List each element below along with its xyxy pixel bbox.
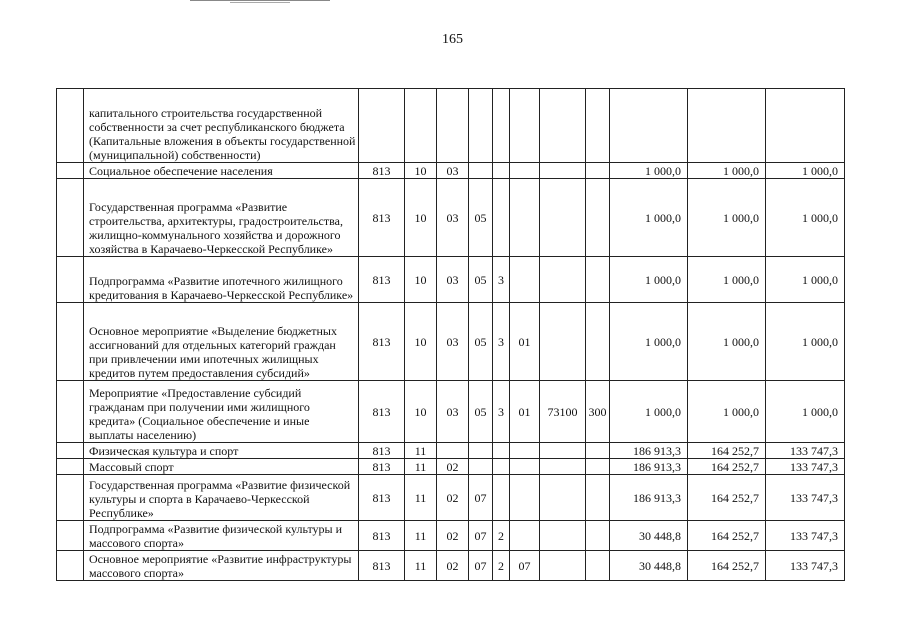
number-cell bbox=[57, 257, 84, 303]
row-name: Подпрограмма «Развитие физической культуры и массового спорта» bbox=[84, 521, 359, 551]
number-cell bbox=[57, 89, 84, 163]
section-code: 10 bbox=[405, 303, 437, 381]
row-name: Государственная программа «Развитие строительства, архитектуры, градостроительства, жилищно-коммунального хозяйства и дорожного хозяйства в Карачаево-Черкесской Республике» bbox=[84, 179, 359, 257]
program-code bbox=[469, 443, 493, 459]
direction-code bbox=[540, 89, 586, 163]
expense-type-code bbox=[586, 257, 610, 303]
direction-code bbox=[540, 551, 586, 581]
page-number: 165 bbox=[442, 32, 463, 47]
number-cell bbox=[57, 521, 84, 551]
table-row bbox=[57, 257, 845, 303]
amount-year-3: 133 747,3 bbox=[766, 443, 845, 459]
budget-table bbox=[56, 88, 845, 581]
event-code bbox=[510, 163, 540, 179]
event-code: 01 bbox=[510, 303, 540, 381]
amount-year-1: 1 000,0 bbox=[610, 257, 688, 303]
subsection-code: 03 bbox=[437, 257, 469, 303]
amount-year-1 bbox=[610, 89, 688, 163]
table-row bbox=[57, 163, 845, 179]
amount-year-3 bbox=[766, 89, 845, 163]
number-cell bbox=[57, 381, 84, 443]
subsection-code: 03 bbox=[437, 381, 469, 443]
amount-year-3: 133 747,3 bbox=[766, 459, 845, 475]
amount-year-3: 1 000,0 bbox=[766, 179, 845, 257]
section-code: 10 bbox=[405, 257, 437, 303]
table-row bbox=[57, 381, 845, 443]
program-code: 05 bbox=[469, 257, 493, 303]
program-code bbox=[469, 89, 493, 163]
direction-code bbox=[540, 163, 586, 179]
direction-code bbox=[540, 179, 586, 257]
section-code: 11 bbox=[405, 443, 437, 459]
amount-year-1: 1 000,0 bbox=[610, 303, 688, 381]
expense-type-code bbox=[586, 475, 610, 521]
ved-code: 813 bbox=[359, 163, 405, 179]
program-code: 07 bbox=[469, 551, 493, 581]
subprogram-code: 2 bbox=[493, 521, 510, 551]
amount-year-1: 186 913,3 bbox=[610, 443, 688, 459]
amount-year-2: 1 000,0 bbox=[688, 381, 766, 443]
amount-year-2 bbox=[688, 89, 766, 163]
amount-year-1: 186 913,3 bbox=[610, 459, 688, 475]
subprogram-code: 3 bbox=[493, 303, 510, 381]
subsection-code: 02 bbox=[437, 459, 469, 475]
subsection-code: 03 bbox=[437, 163, 469, 179]
subprogram-code: 3 bbox=[493, 381, 510, 443]
amount-year-2: 1 000,0 bbox=[688, 257, 766, 303]
ved-code bbox=[359, 89, 405, 163]
direction-code bbox=[540, 521, 586, 551]
amount-year-2: 1 000,0 bbox=[688, 163, 766, 179]
subsection-code: 03 bbox=[437, 179, 469, 257]
row-name: Подпрограмма «Развитие ипотечного жилищного кредитования в Карачаево-Черкесской Республике» bbox=[84, 257, 359, 303]
amount-year-1: 1 000,0 bbox=[610, 179, 688, 257]
table-row bbox=[57, 459, 845, 475]
amount-year-2: 164 252,7 bbox=[688, 475, 766, 521]
subsection-code: 02 bbox=[437, 521, 469, 551]
section-code: 10 bbox=[405, 381, 437, 443]
table-row bbox=[57, 551, 845, 581]
row-name: Основное мероприятие «Выделение бюджетных ассигнований для отдельных категорий граждан при привлечении ими ипотечных жилищных кредитов путем предоставления субсидий» bbox=[84, 303, 359, 381]
program-code bbox=[469, 163, 493, 179]
amount-year-1: 186 913,3 bbox=[610, 475, 688, 521]
program-code: 05 bbox=[469, 381, 493, 443]
amount-year-2: 164 252,7 bbox=[688, 521, 766, 551]
table-row bbox=[57, 303, 845, 381]
section-code: 11 bbox=[405, 521, 437, 551]
event-code bbox=[510, 459, 540, 475]
amount-year-2: 1 000,0 bbox=[688, 303, 766, 381]
section-code: 10 bbox=[405, 163, 437, 179]
expense-type-code bbox=[586, 163, 610, 179]
subprogram-code bbox=[493, 163, 510, 179]
amount-year-2: 164 252,7 bbox=[688, 551, 766, 581]
amount-year-3: 133 747,3 bbox=[766, 521, 845, 551]
ved-code: 813 bbox=[359, 443, 405, 459]
amount-year-1: 30 448,8 bbox=[610, 551, 688, 581]
subsection-code: 03 bbox=[437, 303, 469, 381]
ved-code: 813 bbox=[359, 381, 405, 443]
row-name: капитального строительства государственной собственности за счет республиканского бюджета (Капитальные вложения в объекты государственной (муниципальной) собственности) bbox=[84, 89, 359, 163]
amount-year-1: 1 000,0 bbox=[610, 381, 688, 443]
amount-year-3: 133 747,3 bbox=[766, 551, 845, 581]
amount-year-1: 30 448,8 bbox=[610, 521, 688, 551]
direction-code bbox=[540, 459, 586, 475]
number-cell bbox=[57, 179, 84, 257]
number-cell bbox=[57, 475, 84, 521]
table-body bbox=[57, 89, 845, 581]
expense-type-code bbox=[586, 551, 610, 581]
row-name: Основное мероприятие «Развитие инфраструктуры массового спорта» bbox=[84, 551, 359, 581]
direction-code bbox=[540, 257, 586, 303]
subsection-code: 02 bbox=[437, 475, 469, 521]
number-cell bbox=[57, 303, 84, 381]
subsection-code bbox=[437, 89, 469, 163]
event-code bbox=[510, 521, 540, 551]
expense-type-code: 300 bbox=[586, 381, 610, 443]
table-row bbox=[57, 443, 845, 459]
ved-code: 813 bbox=[359, 475, 405, 521]
event-code bbox=[510, 475, 540, 521]
ved-code: 813 bbox=[359, 551, 405, 581]
subprogram-code: 3 bbox=[493, 257, 510, 303]
expense-type-code bbox=[586, 179, 610, 257]
amount-year-3: 1 000,0 bbox=[766, 381, 845, 443]
row-name: Государственная программа «Развитие физической культуры и спорта в Карачаево-Черкесской Республике» bbox=[84, 475, 359, 521]
table-row bbox=[57, 521, 845, 551]
row-name: Мероприятие «Предоставление субсидий гражданам при получении ими жилищного кредита» (Социальное обеспечение и иные выплаты населению) bbox=[84, 381, 359, 443]
expense-type-code bbox=[586, 459, 610, 475]
table-row bbox=[57, 89, 845, 163]
amount-year-2: 164 252,7 bbox=[688, 443, 766, 459]
program-code: 05 bbox=[469, 303, 493, 381]
subprogram-code bbox=[493, 443, 510, 459]
event-code bbox=[510, 443, 540, 459]
ved-code: 813 bbox=[359, 257, 405, 303]
direction-code bbox=[540, 443, 586, 459]
event-code: 07 bbox=[510, 551, 540, 581]
expense-type-code bbox=[586, 521, 610, 551]
direction-code bbox=[540, 475, 586, 521]
section-code: 10 bbox=[405, 179, 437, 257]
scan-edge-mark bbox=[230, 2, 290, 3]
expense-type-code bbox=[586, 443, 610, 459]
subprogram-code: 2 bbox=[493, 551, 510, 581]
ved-code: 813 bbox=[359, 303, 405, 381]
section-code: 11 bbox=[405, 459, 437, 475]
number-cell bbox=[57, 459, 84, 475]
subprogram-code bbox=[493, 459, 510, 475]
amount-year-3: 133 747,3 bbox=[766, 475, 845, 521]
amount-year-1: 1 000,0 bbox=[610, 163, 688, 179]
event-code bbox=[510, 179, 540, 257]
ved-code: 813 bbox=[359, 521, 405, 551]
amount-year-2: 164 252,7 bbox=[688, 459, 766, 475]
section-code: 11 bbox=[405, 475, 437, 521]
amount-year-2: 1 000,0 bbox=[688, 179, 766, 257]
row-name: Физическая культура и спорт bbox=[84, 443, 359, 459]
subsection-code bbox=[437, 443, 469, 459]
ved-code: 813 bbox=[359, 459, 405, 475]
event-code bbox=[510, 89, 540, 163]
number-cell bbox=[57, 551, 84, 581]
expense-type-code bbox=[586, 89, 610, 163]
section-code bbox=[405, 89, 437, 163]
direction-code: 73100 bbox=[540, 381, 586, 443]
row-name: Массовый спорт bbox=[84, 459, 359, 475]
amount-year-3: 1 000,0 bbox=[766, 303, 845, 381]
subsection-code: 02 bbox=[437, 551, 469, 581]
program-code: 05 bbox=[469, 179, 493, 257]
subprogram-code bbox=[493, 179, 510, 257]
program-code: 07 bbox=[469, 475, 493, 521]
program-code bbox=[469, 459, 493, 475]
number-cell bbox=[57, 163, 84, 179]
subprogram-code bbox=[493, 475, 510, 521]
number-cell bbox=[57, 443, 84, 459]
direction-code bbox=[540, 303, 586, 381]
ved-code: 813 bbox=[359, 179, 405, 257]
event-code bbox=[510, 257, 540, 303]
table-row bbox=[57, 179, 845, 257]
program-code: 07 bbox=[469, 521, 493, 551]
scan-edge-mark bbox=[190, 0, 330, 1]
subprogram-code bbox=[493, 89, 510, 163]
event-code: 01 bbox=[510, 381, 540, 443]
amount-year-3: 1 000,0 bbox=[766, 163, 845, 179]
row-name: Социальное обеспечение населения bbox=[84, 163, 359, 179]
table-row bbox=[57, 475, 845, 521]
amount-year-3: 1 000,0 bbox=[766, 257, 845, 303]
expense-type-code bbox=[586, 303, 610, 381]
section-code: 11 bbox=[405, 551, 437, 581]
